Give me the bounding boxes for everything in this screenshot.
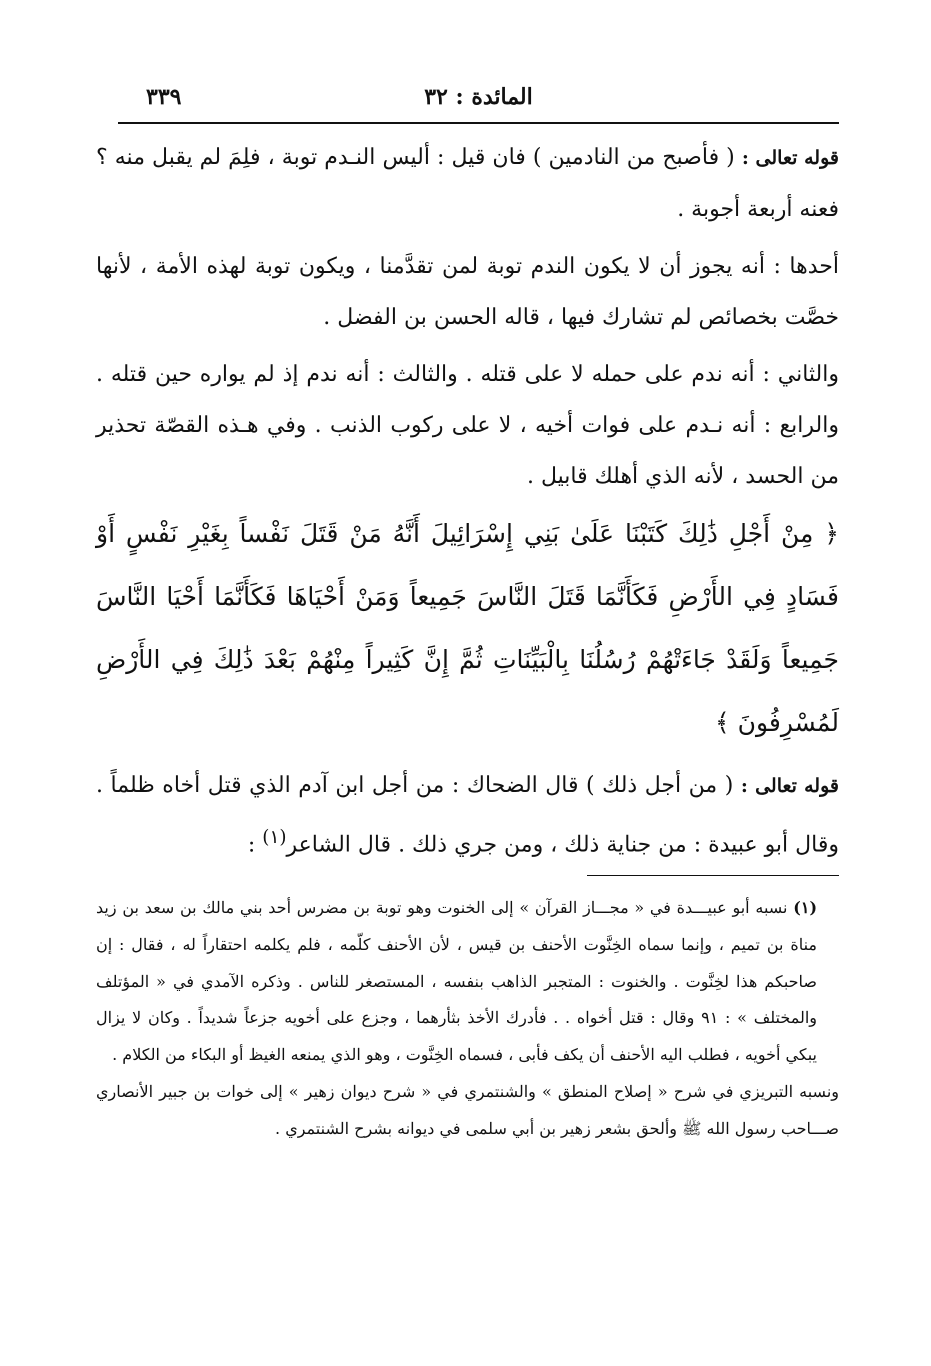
paragraph-text: ( من أجل ذلك ) قال الضحاك : من أجل ابن آدم الذي قتل أخاه ظلماً . وقال أبو عبيدة : من جناية ذلك ، ومن جري ذلك . قال الشاعر [96,773,839,858]
footnote-divider [587,875,839,876]
paragraph-end: : [247,832,263,858]
paragraph-4 [96,760,839,870]
paragraph-3 [96,349,839,502]
footnote-text: نسبه أبو عبيـــدة في « مجـــاز القرآن » إلى الخنوت وهو توبة بن مضرس أحد بني مالك بن سعد بن زيد مناة بن تميم ، وإنما سماه الخِنَّوت الأحنف بن قيس ، لأن الأحنف كلّمه ، فلم يكلمه احتقاراً له ، فقال : إن صاحبكم هذا لخِنَّوت . والخنوت : المتجبر الذاهب بنفسه ، المستصغر للناس . وذكره الآمدي في « المؤتلف والمختلف » : ٩١ وقال : قتل أخواه . . فأدرك الأخذ بثأرهما ، وجزع على أخويه جزعاً شديداً . وكان لا يزال يبكي أخويه ، فطلب اليه الأحنف أن يكف فأبى ، فسماه الخِنَّوت ، وهو الذي يمنعه الغيظ أو البكاء من الكلام . [96,898,818,1065]
footnote-number: (١) [793,898,818,917]
page-number: ٣٣٩ [146,84,182,110]
paragraph-2 [96,241,839,343]
footnote-text: ونسبه التبريزي في شرح « إصلاح المنطق » والشنتمري في « شرح ديوان زهير » إلى خوات بن جبير الأنصاري صـــاحب رسول الله ﷺ وألحق بشعر زهير بن أبي سلمى في ديوانه بشرح الشنتمري . [96,1081,839,1138]
main-text [96,132,839,870]
paragraph-1 [96,132,839,235]
paragraph-text: أحدها : أنه يجوز أن لا يكون الندم توبة لمن تقدَّمنا ، ويكون توبة لهذه الأمة ، لأنها خصَّت بخصائص لم تشارك فيها ، قاله الحسن بن الفضل . [96,254,839,330]
footnote-1 [96,890,839,1074]
footnote-reference[interactable]: (١) [262,827,287,848]
paragraph-text: ( فأصبح من النادمين ) فان قيل : أليس النـدم توبة ، فلِمَ لم يقبل منه ؟ فعنه أربعة أجوبة . [96,145,839,222]
footnotes [96,890,839,1148]
running-header [118,78,839,124]
paragraph-text: والثاني : أنه ندم على حمله لا على قتله . والثالث : أنه ندم إذ لم يواره حين قتله . والرابع : أنه نـدم على فوات أخيه ، لا على ركوب الذنب . وفي هـذه القصّة تحذير من الحسد ، لأنه الذي أهلك قابيل . [96,362,839,489]
header-surah-verse: المائدة : ٣٢ [424,84,533,110]
footnote-1-continuation [96,1074,839,1148]
paragraph-label: قوله تعالى : [740,775,839,797]
paragraph-label: قوله تعالى : [741,147,839,169]
quran-verse: ﴿ مِنْ أَجْلِ ذَٰلِكَ كَتَبْنَا عَلَىٰ بَنِي إِسْرَائِيلَ أَنَّهُ مَنْ قَتَلَ نَفْساً بِغَيْرِ نَفْسٍ أَوْ فَسَادٍ فِي الأَرْضِ فَكَأَنَّمَا قَتَلَ النَّاسَ جَمِيعاً وَمَنْ أَحْيَاهَا فَكَأَنَّمَا أَحْيَا النَّاسَ جَمِيعاً وَلَقَدْ جَاءَتْهُمْ رُسُلُنَا بِالْبَيِّنَاتِ ثُمَّ إِنَّ كَثِيراً مِنْهُمْ بَعْدَ ذَٰلِكَ فِي الأَرْضِ لَمُسْرِفُونَ ﴾ [96,519,839,737]
